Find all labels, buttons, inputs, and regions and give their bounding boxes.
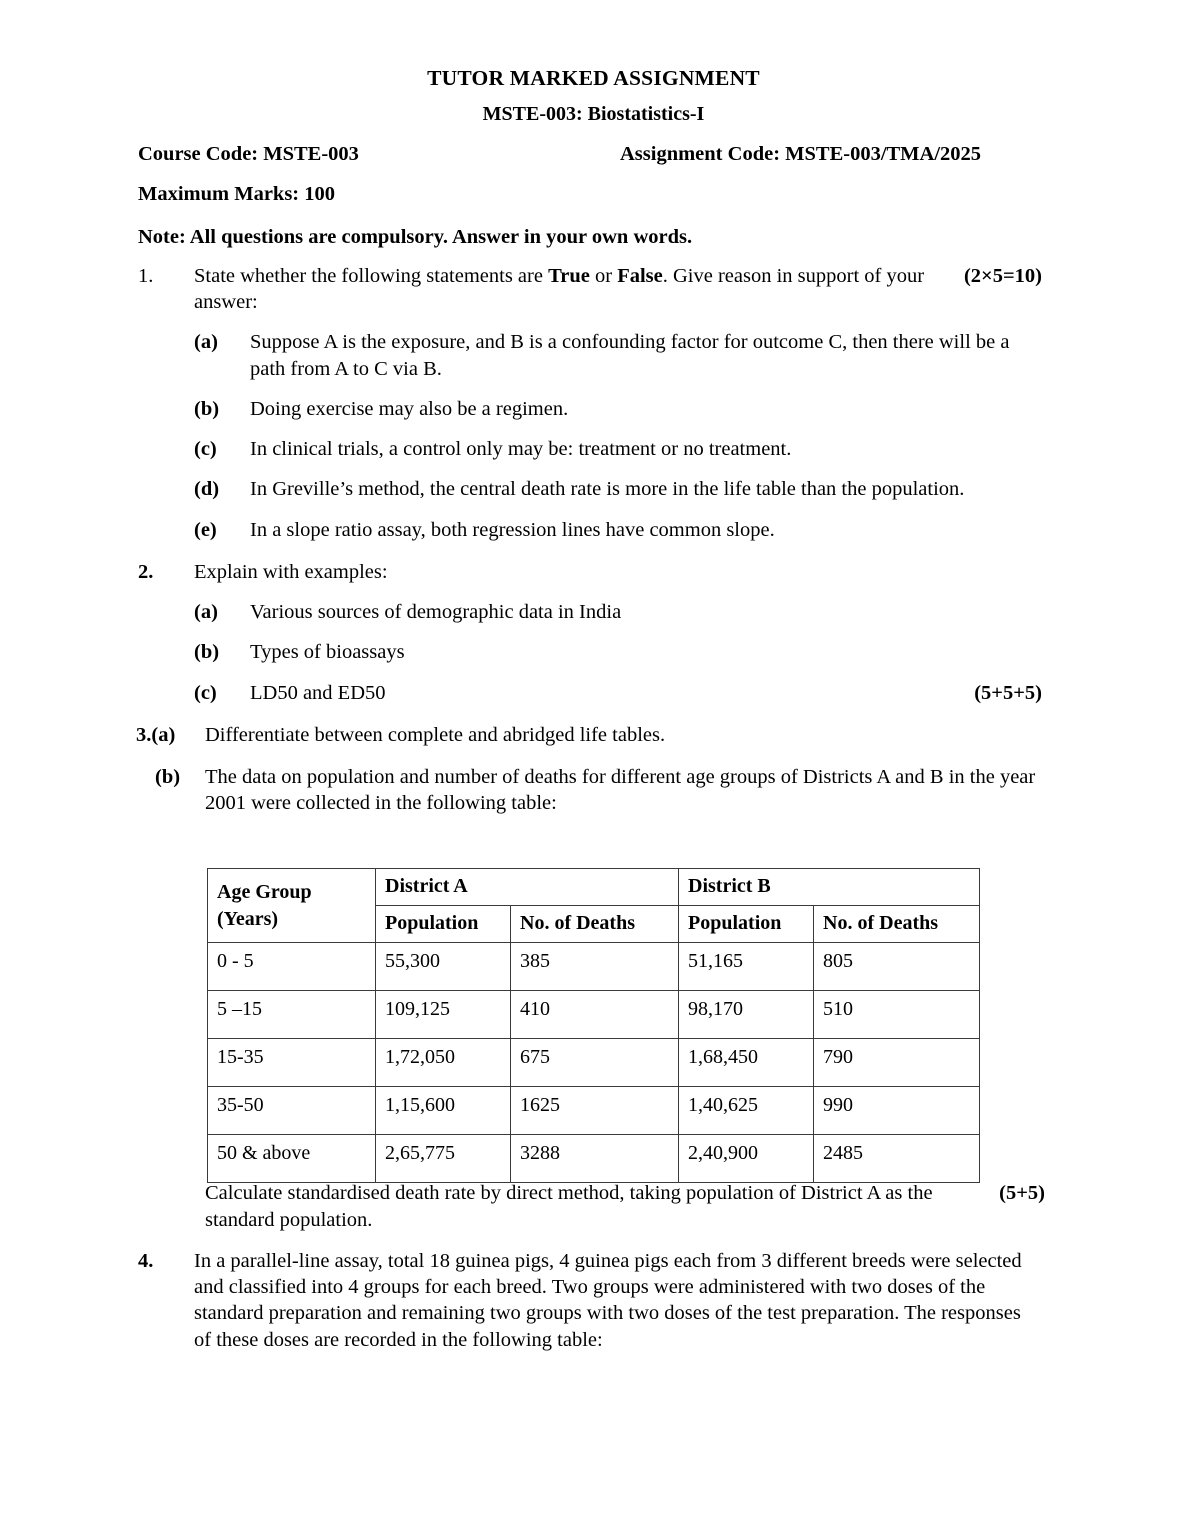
question-2-marks: (5+5+5) xyxy=(974,681,1042,704)
question-4-number: 4. xyxy=(138,1250,154,1272)
question-3-text-a: Differentiate between complete and abridged life tables. xyxy=(205,723,666,746)
question-3-after-table-text: Calculate standardised death rate by direct method, taking population of District A as the standard population. xyxy=(205,1182,933,1231)
cell-a-population: 1,15,600 xyxy=(376,1087,511,1135)
table-row xyxy=(208,1087,980,1135)
cell-a-deaths: 410 xyxy=(511,991,679,1039)
course-subtitle: MSTE-003: Biostatistics-I xyxy=(482,102,705,125)
cell-b-deaths: 510 xyxy=(814,991,980,1039)
cell-b-deaths: 805 xyxy=(814,943,980,991)
question-1-item-b xyxy=(0,396,1187,422)
question-3-label-b: (b) xyxy=(155,766,181,789)
cell-b-deaths: 2485 xyxy=(814,1135,980,1183)
cell-b-population: 1,40,625 xyxy=(679,1087,814,1135)
item-label: (b) xyxy=(194,641,220,664)
question-2-number: 2. xyxy=(138,560,154,583)
item-text: LD50 and ED50 xyxy=(250,681,386,704)
item-label: (a) xyxy=(194,601,218,624)
item-label: (c) xyxy=(194,438,217,461)
question-2-text: Explain with examples: xyxy=(194,560,388,583)
question-1-text-part2: . Give reason in support of your answer: xyxy=(194,265,925,314)
code-row xyxy=(0,124,1187,165)
header-b-deaths: No. of Deaths xyxy=(814,906,980,943)
cell-b-deaths: 990 xyxy=(814,1087,980,1135)
question-3-item-b xyxy=(0,764,1187,816)
item-label: (a) xyxy=(194,331,218,354)
assignment-code: Assignment Code: MSTE-003/TMA/2025 xyxy=(620,142,982,165)
question-1-true-word: True xyxy=(548,265,590,287)
cell-a-population: 55,300 xyxy=(376,943,511,991)
page-title: TUTOR MARKED ASSIGNMENT xyxy=(427,66,760,90)
table-row xyxy=(208,943,980,991)
cell-age: 15-35 xyxy=(208,1039,376,1087)
question-1-or-word: or xyxy=(589,265,618,287)
question-1-item-d xyxy=(0,476,1187,502)
cell-a-population: 2,65,775 xyxy=(376,1135,511,1183)
question-3-label-a: 3.(a) xyxy=(136,723,176,746)
cell-b-deaths: 790 xyxy=(814,1039,980,1087)
header-a-deaths: No. of Deaths xyxy=(511,906,679,943)
header-district-a: District A xyxy=(376,869,679,906)
item-text: In clinical trials, a control only may be: treatment or no treatment. xyxy=(250,438,792,461)
item-label: (d) xyxy=(194,478,220,501)
question-1-item-c xyxy=(0,436,1187,462)
table-row xyxy=(208,991,980,1039)
table-row xyxy=(208,1039,980,1087)
cell-a-deaths: 385 xyxy=(511,943,679,991)
question-3-marks: (5+5) xyxy=(999,1182,1045,1204)
maximum-marks: Maximum Marks: 100 xyxy=(138,183,336,205)
table-row xyxy=(208,1135,980,1183)
cell-b-population: 1,68,450 xyxy=(679,1039,814,1087)
course-code: Course Code: MSTE-003 xyxy=(138,142,359,165)
question-3-after-table xyxy=(205,1180,1045,1233)
table-header-row-groups xyxy=(208,869,980,906)
cell-b-population: 98,170 xyxy=(679,991,814,1039)
question-3-text-b: The data on population and number of deaths for different age groups of Districts A and B in the year 2001 were collected in the following table: xyxy=(205,766,1036,815)
header-b-population: Population xyxy=(679,906,814,943)
question-4 xyxy=(0,1248,1187,1353)
item-text: Doing exercise may also be a regimen. xyxy=(250,397,569,420)
cell-a-deaths: 1625 xyxy=(511,1087,679,1135)
question-2-item-b xyxy=(0,639,1187,665)
cell-age: 5 –15 xyxy=(208,991,376,1039)
cell-b-population: 51,165 xyxy=(679,943,814,991)
item-label: (e) xyxy=(194,518,217,541)
header-district-b: District B xyxy=(679,869,980,906)
header-age-group-line1: Age Group xyxy=(217,881,312,903)
question-1-false-word: False xyxy=(617,265,663,287)
question-1-item-e xyxy=(0,517,1187,543)
question-1-marks: (2×5=10) xyxy=(963,265,1042,287)
item-text: Various sources of demographic data in India xyxy=(250,601,622,624)
cell-age: 35-50 xyxy=(208,1087,376,1135)
cell-age: 50 & above xyxy=(208,1135,376,1183)
question-2-item-a xyxy=(0,599,1187,625)
question-1 xyxy=(0,263,1187,315)
question-4-text: In a parallel-line assay, total 18 guinea pigs, 4 guinea pigs each from 3 different breeds were selected and classified into 4 groups for each breed. Two groups were administered with two doses of the standard preparation and remaining two groups with two doses of the test preparation. The responses of these doses are recorded in the following table: xyxy=(194,1250,1022,1351)
question-1-item-a xyxy=(0,329,1187,381)
cell-a-population: 1,72,050 xyxy=(376,1039,511,1087)
header-age-group xyxy=(208,869,376,943)
population-deaths-table xyxy=(207,868,980,1183)
cell-a-deaths: 3288 xyxy=(511,1135,679,1183)
item-text: In Greville’s method, the central death rate is more in the life table than the population. xyxy=(250,478,965,501)
note-line: Note: All questions are compulsory. Answer in your own words. xyxy=(138,225,693,248)
question-2-item-c xyxy=(0,680,1187,706)
item-label: (b) xyxy=(194,397,220,420)
item-label: (c) xyxy=(194,681,217,704)
item-text: Suppose A is the exposure, and B is a confounding factor for outcome C, then there will be a path from A to C via B. xyxy=(250,331,1010,380)
question-1-number: 1. xyxy=(138,265,154,287)
cell-a-population: 109,125 xyxy=(376,991,511,1039)
population-deaths-table-wrapper xyxy=(207,868,980,1183)
header-a-population: Population xyxy=(376,906,511,943)
question-2 xyxy=(0,559,1187,585)
question-3-item-a xyxy=(0,722,1187,748)
header-age-group-line2: (Years) xyxy=(217,908,279,930)
question-1-text-part1: State whether the following statements are xyxy=(194,265,549,287)
item-text: In a slope ratio assay, both regression lines have common slope. xyxy=(250,518,775,541)
cell-b-population: 2,40,900 xyxy=(679,1135,814,1183)
cell-a-deaths: 675 xyxy=(511,1039,679,1087)
question-4-wrapper xyxy=(0,1248,1187,1353)
item-text: Types of bioassays xyxy=(250,641,405,664)
cell-age: 0 - 5 xyxy=(208,943,376,991)
